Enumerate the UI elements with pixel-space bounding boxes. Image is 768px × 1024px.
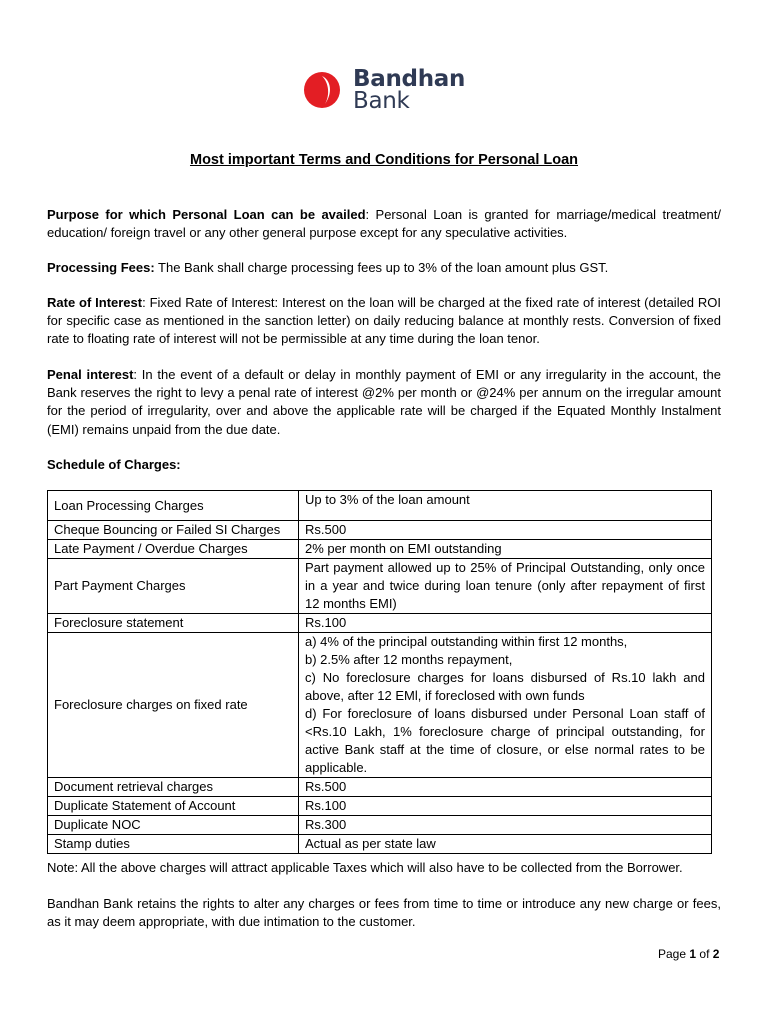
bandhan-logo-icon [303,71,341,109]
purpose-paragraph [47,206,721,242]
foreclosure-line: a) 4% of the principal outstanding within first 12 months, [305,634,628,649]
foreclosure-line: c) No foreclosure charges for loans disbursed of Rs.10 lakh and above, after 12 EMl, if foreclosed with own funds [305,670,705,703]
table-row [48,835,712,854]
charge-value: Rs.500 [299,778,712,797]
logo-line-2: Bank [353,88,410,114]
charge-value: Rs.100 [299,614,712,633]
charge-item: Stamp duties [48,835,299,854]
charge-item: Part Payment Charges [48,559,299,614]
charge-value: Up to 3% of the loan amount [299,491,712,521]
charge-value: Actual as per state law [299,835,712,854]
table-row [48,633,712,778]
charge-item: Foreclosure statement [48,614,299,633]
page-label: Page [658,947,687,961]
logo-wordmark [353,68,465,112]
processing-fees-paragraph [47,259,721,277]
interest-text: : Fixed Rate of Interest: Interest on the loan will be charged at the fixed rate of interest (detailed ROI for specific case as mentioned in the sanction letter) on daily reducing balance at monthly rests. Conversion of fixed rate to floating rate of interest will not be permissible at any time during the loan tenor. [47,295,721,347]
of-label: of [699,947,710,961]
foreclosure-line: b) 2.5% after 12 months repayment, [305,652,513,667]
charge-value: 2% per month on EMI outstanding [299,540,712,559]
table-row [48,614,712,633]
purpose-text: : Personal Loan is granted for marriage/medical treatment/ education/ foreign travel or any other general purpose except for any speculative activities. [47,207,721,241]
table-row [48,491,712,521]
page-total: 2 [712,947,720,961]
schedule-heading [47,456,721,474]
charges-table [47,490,712,854]
charge-item: Late Payment / Overdue Charges [48,540,299,559]
note-rights: Bandhan Bank retains the rights to alter any charges or fees from time to time or introduce any new charge or fees, as it may deem appropriate, with due intimation to the customer. [47,896,721,930]
rate-of-interest-paragraph [47,294,721,349]
charge-item: Foreclosure charges on fixed rate [48,633,299,778]
table-row [48,521,712,540]
charge-item: Duplicate NOC [48,816,299,835]
processing-label: Processing Fees: [47,260,155,275]
charge-item: Cheque Bouncing or Failed SI Charges [48,521,299,540]
table-row [48,797,712,816]
table-row [48,816,712,835]
bandhan-bank-logo [303,68,473,116]
purpose-label: Purpose for which Personal Loan can be availed [47,207,366,222]
table-row [48,559,712,614]
table-row [48,540,712,559]
interest-label: Rate of Interest [47,295,143,310]
schedule-heading-text: Schedule of Charges: [47,457,181,472]
logo-line-1: Bandhan [353,66,466,92]
penal-label: Penal interest [47,367,134,382]
charge-value-list [299,633,712,778]
charge-value: Rs.300 [299,816,712,835]
charge-item: Duplicate Statement of Account [48,797,299,816]
charge-value: Rs.100 [299,797,712,816]
foreclosure-line: d) For foreclosure of loans disbursed under Personal Loan staff of <Rs.10 Lakh, 1% foreclosure charge of principal outstanding, for active Bank staff at the time of closure, or else normal rates to be applicable. [305,706,705,775]
page-current: 1 [689,947,697,961]
page-number [658,947,719,961]
processing-text: The Bank shall charge processing fees up to 3% of the loan amount plus GST. [154,260,609,275]
note-taxes: Note: All the above charges will attract applicable Taxes which will also have to be collected from the Borrower. [47,860,683,875]
penal-text: : In the event of a default or delay in monthly payment of EMI or any irregularity in the account, the Bank reserves the right to levy a penal rate of interest @2% per month or @24% per annum on the irregular amount for the period of irregularity, over and above the applicable rate will be charged if the Equated Monthly Instalment (EMI) remains unpaid from the due date. [47,367,721,437]
table-row [48,778,712,797]
charge-item: Document retrieval charges [48,778,299,797]
charge-value: Part payment allowed up to 25% of Principal Outstanding, only once in a year and twice during loan tenure (only after repayment of first 12 months EMI) [299,559,712,614]
penal-interest-paragraph [47,366,721,439]
page-title: Most important Terms and Conditions for Personal Loan [189,152,579,168]
charge-item: Loan Processing Charges [48,491,299,521]
charge-value: Rs.500 [299,521,712,540]
